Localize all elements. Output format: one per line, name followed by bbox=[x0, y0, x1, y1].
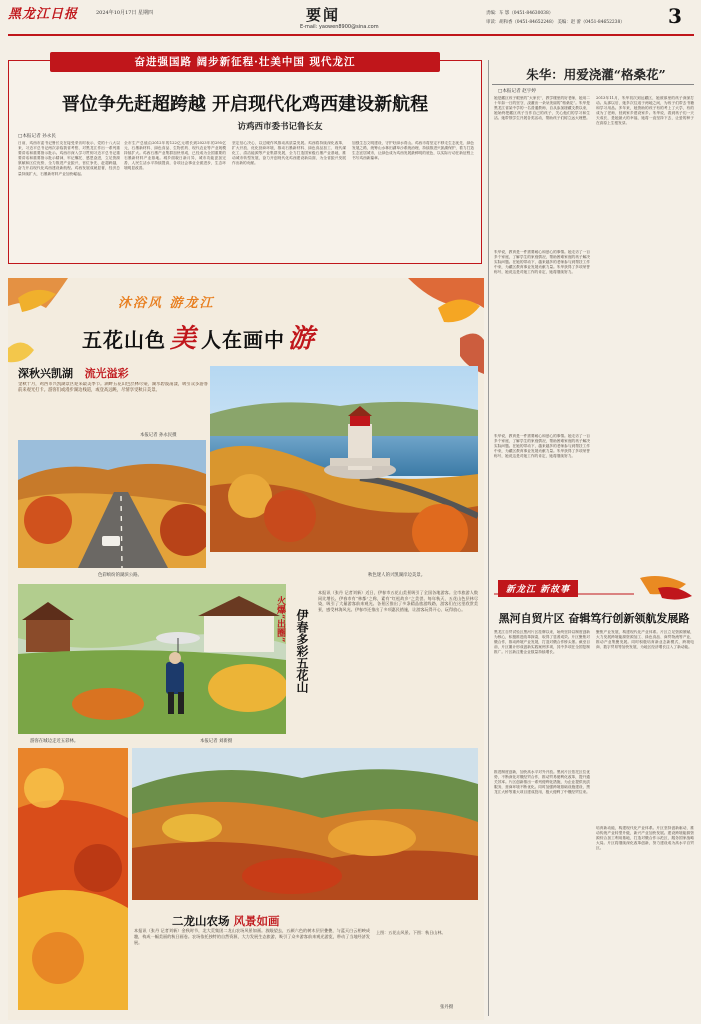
right-feature-headline: 朱华：用爱浇灌“格桑花” bbox=[526, 67, 666, 82]
right-feature-rule bbox=[492, 84, 694, 85]
new-story-column-1: 黑龙江自贸试验区黑河片区挂牌以来，始终坚持以制度创新为核心，积极推进改革探索，取得了显著成效。片区聚焦对俄合作，推动跨境产业发展，打造对俄合作桥头堡。截至目前，片区累计形成创新实践案例多项，其中多项在全国复制推广。片区新注册企业数量持续增长。 bbox=[494, 630, 590, 655]
right-feature-byline: □本报记者 赵宇婷 bbox=[498, 89, 536, 94]
right-feature-column-2: 朱华说，教育是一件需要耐心和爱心的事情。她走访了一百多个家庭，了解学生的家庭情况，帮助困难家庭的孩子解决实际问题。在她的带动下，越来越多的老师参与到帮扶工作中来，为藏区教育事业发展贡献力量。朱华获得了多项荣誉称号，她说这是对她工作的肯定，她将继续努力。 bbox=[494, 250, 590, 275]
section-email: E-mail: yaowen8900@sina.com bbox=[300, 24, 379, 30]
lead-column-3: 坚定信心决心，以过硬作风推动高质量发展。鸡西将持续深化改革，扩大开放，优化营商环境，推动石墨新材料、绿色食品加工、现代煤化工、清洁能源等产业集群发展，全力打造国家级石墨产业基地，推动城市转型发展，奋力开创现代化鸡西建设新局面，为全省振兴发展作出新的贡献。 bbox=[232, 141, 346, 166]
right-feature-column-3: 2013年11月，朱华初次到达藏区，她被那里的孩子深深打动。从那以后，她多次往返于两地之间，为孩子们带去书籍和学习用品。多年来，她资助的孩子有的考上了大学，有的成为了老师，回到家乡建设家乡。朱华说，看到孩子们一天天成长，是她最大的幸福，她将一直坚持下去，让爱的种子在高原上生根发芽。 bbox=[596, 96, 694, 126]
story1-credit: 本报记者 孙永民摄 bbox=[140, 433, 177, 438]
issue-date: 2024年10月17日 星期四 bbox=[96, 10, 154, 16]
editor-line-1: 责编：车 影（0451-84630038） bbox=[486, 11, 554, 16]
story2-credit: 本报记者 刘新摄 bbox=[200, 739, 233, 744]
mountain-forest-photo bbox=[132, 748, 478, 900]
autumn-leaves-photo bbox=[18, 748, 128, 1010]
editor-line-2: 审读：胡和香（0451-84652248） 美编：赵 蕾（0451-84652238） bbox=[486, 20, 625, 25]
story2-title-a: 伊春多彩五花山 bbox=[295, 609, 309, 693]
masthead-rule bbox=[8, 34, 694, 36]
newspaper-logo: 黑龙江日报 bbox=[8, 7, 79, 22]
story1-title-a: 深秋兴凯湖 bbox=[18, 367, 73, 380]
story2-subtitle bbox=[274, 596, 290, 656]
new-story-column-2: 推进制度创新，加快高水平对外开放。黑河片区依托区位优势，不断深化对俄经贸合作，推动贸易便利化改革，提升通关效率。片区创新推出一系列便利化措施，为企业提供优质服务，营商环境不断优化。同时加强跨境基础设施建设，黑龙江大桥等重大项目建成投用，极大便利了中俄经贸往来。 bbox=[494, 770, 590, 795]
page-column-divider bbox=[488, 60, 489, 1016]
lakeside-road-photo bbox=[18, 440, 206, 568]
tourism-tagline: 沐浴风 游龙江 bbox=[118, 296, 215, 311]
new-story-column-4: 培育新动能，构建现代化产业体系。片区坚持创新驱动，推动传统产业转型升级，新兴产业加快发展。建设跨境能源资源综合加工利用基地，打造对俄合作示范区，服务国家战略大局。片区将继续深化改革创新，努力建设成为高水平自贸区。 bbox=[596, 826, 694, 851]
yichun-photo bbox=[18, 584, 286, 734]
story1-body: 金秋十月，鸡西市兴凯湖景区迎来最美季节。湖畔五花山色层林尽染，湖水碧波荡漾，吸引众多游客前来观光打卡。游客们或漫步湖边栈道，或登高远眺，尽情享受秋日美景。 bbox=[18, 382, 208, 393]
new-story-tag: 新龙江 新故事 bbox=[498, 580, 578, 597]
tourism-headline-part-a: 五花山色 bbox=[82, 328, 166, 352]
lead-headline: 晋位争先赶超跨越 开启现代化鸡西建设新航程 bbox=[61, 94, 429, 115]
story2-body: 本报讯（张丹 记者刘新）近日，伊春市五花山美景吸引了全国各地游客。全市旅游人数同比增长。伊春市有“林都”之称，素有“红松故乡”之美誉。每年秋天，五花山色层林尽染，吸引了大量游客前来观光。各景区推出了多条精品旅游线路，游客们在这里欣赏美景，感受林海风光。伊春市还推出了多项惠民措施，让游客玩得开心、玩得放心。 bbox=[318, 590, 478, 613]
story3-title-b: 风景如画 bbox=[233, 914, 280, 928]
right-feature-column-1: 她是藏区孩子眼里的“大家长”，教学楼里的好老师，她用二十年如一日的坚守，浇灌出一朵朵美丽的“格桑花”。朱华是黑龙江省某中学的一名普通教师，自从参加援藏支教以来，她始终把藏区孩子当作自己的孩子，关心他们的学习和生活。她带领学生开展各类活动，帮助孩子们树立远大理想。 bbox=[494, 96, 590, 121]
story3-title bbox=[172, 910, 280, 929]
section-title: 要闻 bbox=[306, 6, 341, 24]
lead-subhead: 访鸡西市委书记鲁长友 bbox=[237, 122, 323, 132]
story3-caption: 上图：五花山风景。下图：秋日山林。 bbox=[376, 930, 446, 935]
tourism-headline-part-b: 人在画中 bbox=[201, 328, 286, 352]
story3-credit: 张丹摄 bbox=[440, 1005, 454, 1010]
page-number: 3 bbox=[668, 4, 682, 28]
story1-title bbox=[18, 362, 129, 381]
lead-byline: □本报记者 孙永民 bbox=[18, 134, 56, 139]
lake-lighthouse-photo bbox=[210, 366, 478, 552]
tourism-headline bbox=[82, 318, 315, 355]
photo-caption-right: 秋色迷人的兴凯湖岸边美景。 bbox=[368, 573, 426, 578]
tourism-headline-emphasis-2: 游 bbox=[288, 324, 316, 354]
lead-column-1: 日前，鸡西市委书记鲁长友在接受采访时表示，党的十八大以来，习近平总书记两次亲临我省考察，对黑龙江作出一系列重要讲话和重要指示批示。鸡西市深入学习贯彻习近平总书记重要讲话和重要指示批示精神，牢记嘱托、感恩奋进，立足资源禀赋和区位优势，全力推进产业振兴，晋位争先、赶超跨越，奋力开启现代化鸡西建设新航程。鸡西发展成就显著，经济总量持续扩大，石墨新材料产业加快崛起。 bbox=[18, 141, 120, 176]
right-feature-column-1b: 朱华说，教育是一件需要耐心和爱心的事情。她走访了一百多个家庭，了解学生的家庭情况，帮助困难家庭的孩子解决实际问题。在她的带动下，越来越多的老师参与到帮扶工作中来，为藏区教育事业发展贡献力量。朱华获得了多项荣誉称号，她说这是对她工作的肯定，她将继续努力。 bbox=[494, 434, 590, 459]
story2-title-b: 火爆“出圈” bbox=[275, 596, 285, 643]
story3-body: 本报讯（张丹 记者刘新）金秋时节，北大荒集团二龙山农场风景如画。放眼望去，五颜六色的树木层层叠叠，与蓝天白云相映成趣，构成一幅美丽的秋日画卷。农场依托独特的自然资源，大力发展生态旅游，吸引了众多游客前来观光游览，带动了当地经济发展。 bbox=[134, 928, 370, 945]
masthead bbox=[0, 0, 701, 42]
story3-title-a: 二龙山农场 bbox=[172, 914, 230, 928]
new-story-headline: 黑河自贸片区 奋辑笃行创新领航发展路 bbox=[498, 612, 690, 625]
lead-column-2: 全市生产总值由2012年的122亿元增长到2023年的295亿元，石墨新材料、绿色食品、生物医药、现代农业等产业规模持续扩大。鸡西石墨产业集群加快形成，已经成为全国重要的石墨新材料产业基地。城乡面貌日新月异，城市功能更加完善，人民生活水平持续提高，各项社会事业全面进步，生态环境明显改善。 bbox=[124, 141, 226, 171]
story2-caption: 游客在城边走近五彩林。 bbox=[30, 739, 79, 744]
slogan-banner: 奋进强国路 阔步新征程·壮美中国 现代龙江 bbox=[50, 52, 440, 72]
story2-title bbox=[290, 596, 314, 706]
story1-title-b: 流光溢彩 bbox=[84, 367, 129, 380]
photo-caption-left: 色彩缤纷的湖滨公路。 bbox=[98, 573, 142, 578]
tourism-headline-emphasis-1: 美 bbox=[170, 324, 198, 354]
new-story-column-3: 聚焦产业发展，构建现代化产业体系。片区立足资源禀赋，大力发展跨境能源资源加工、绿色食品、商贸物流等产业，推动产业集聚发展。同时积极培育新业态新模式，跨境电商、数字贸易等加快发展，为地区经济增长注入了新动能。 bbox=[596, 630, 694, 650]
lead-column-4: 加强生态文明建设，守护好绿水青山。鸡西市将坚定不移走生态优先、绿色发展之路，统筹山水林田湖草沙系统治理，持续推进兴凯湖保护，着力打造生态宜居城市，让绿色成为鸡西发展最鲜明的底色，以实际行动在新征程上书写鸡西新篇章。 bbox=[352, 141, 474, 161]
